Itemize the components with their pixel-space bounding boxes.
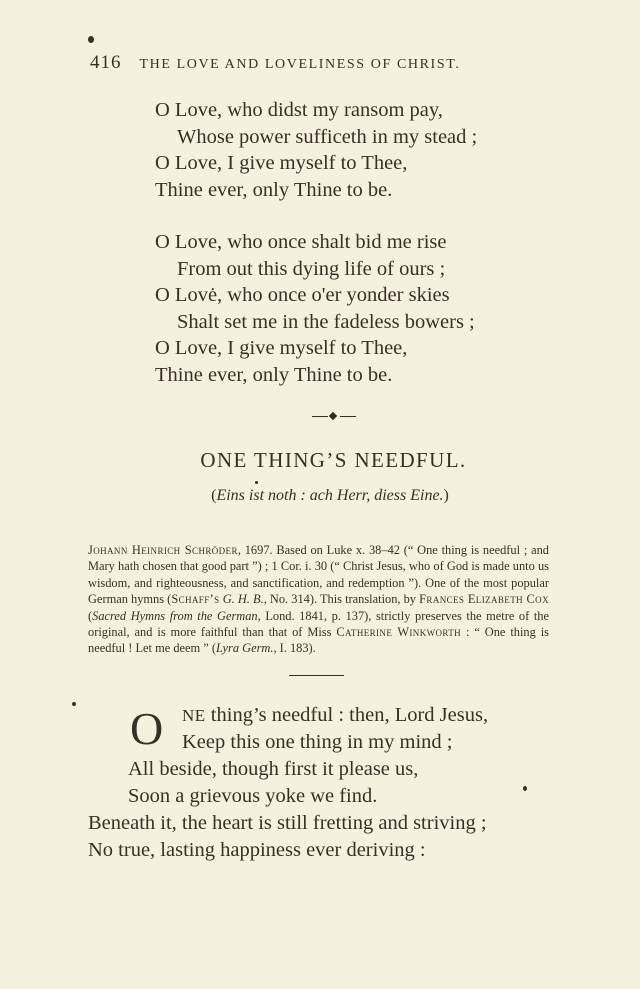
verse-line: O Love, who didst my ransom pay,	[155, 99, 443, 121]
ink-speck	[72, 702, 76, 706]
reference-schaff: Schaff’s	[171, 592, 220, 607]
drop-cap: O	[130, 703, 164, 754]
reference-ghb: G. H. B.	[222, 592, 264, 607]
verse-line: Whose power sufficeth in my stead ;	[177, 125, 478, 148]
original-title-text: Eins ist noth : ach Herr, diess Eine.	[216, 487, 444, 504]
ink-speck	[255, 481, 258, 484]
hymn-note: Johann Heinrich Schröder, 1697. Based on Luke x. 38–42 (“ One thing is needful ; and Mary hath chosen that good part ”) ; 1 Cor. i. 30 (“ Christ Jesus, who of God is made unto us wisdom, and righteousness, and sanctification, and redemption ”). One of the most popular German hymns (Schaff’s G. H. B., No. 314). This translation, by Frances Elizabeth Cox (Sacred Hymns from the German, Lond. 1841, p. 137), strictly preserves the metre of the original, and is more faithful than that of Miss Catherine Winkworth : “ One thing is needful ! Let me deem ” (Lyra Germ., I. 183).	[88, 543, 550, 656]
stanza-1	[155, 97, 477, 203]
verse-line: Shalt set me in the fadeless bowers ;	[177, 310, 475, 333]
verse-line: Thine ever, only Thine to be.	[155, 178, 393, 201]
verse-line: O Love, who once shalt bid me rise	[155, 231, 447, 253]
verse-line: Beneath it, the heart is still fretting and striving ;	[88, 812, 487, 834]
source-title: Sacred Hymns from the German	[92, 608, 258, 623]
verse-line: O Lovė, who once o'er yonder skies	[155, 284, 450, 306]
page-header	[90, 52, 530, 74]
verse-line: O Love, I give myself to Thee,	[155, 337, 408, 359]
verse-line: Keep this one thing in my mind ;	[182, 731, 453, 753]
verse-line: From out this dying life of ours ;	[177, 257, 446, 280]
divider-rule	[340, 416, 356, 417]
verse-line: No true, lasting happiness ever deriving :	[88, 839, 426, 861]
reference-lyra: Lyra Germ.	[215, 641, 274, 656]
stanza-3	[88, 702, 558, 864]
ink-speck	[88, 36, 94, 43]
stanza-2	[155, 229, 475, 388]
running-title: THE LOVE AND LOVELINESS OF CHRIST.	[139, 57, 461, 72]
short-rule	[289, 675, 344, 676]
section-divider	[312, 416, 356, 418]
other-translator-name: Catherine Winkworth	[336, 625, 462, 640]
verse-line: O Love, I give myself to Thee,	[155, 152, 408, 174]
verse-line: Thine ever, only Thine to be.	[155, 363, 393, 386]
divider-diamond-icon	[329, 412, 337, 420]
original-title: (Eins ist noth : ach Herr, diess Eine.)	[211, 487, 449, 504]
divider-rule	[312, 416, 328, 417]
verse-line: NE thing’s needful : then, Lord Jesus,	[182, 704, 489, 726]
verse-line: Soon a grievous yoke we find.	[128, 785, 378, 807]
page-number: 416	[90, 52, 122, 73]
translator-name: Frances Elizabeth Cox	[419, 592, 549, 607]
verse-line: All beside, though first it please us,	[128, 758, 419, 780]
hymn-title: ONE THING’S NEEDFUL.	[200, 448, 467, 472]
author-name: Johann Heinrich Schröder	[88, 543, 238, 557]
